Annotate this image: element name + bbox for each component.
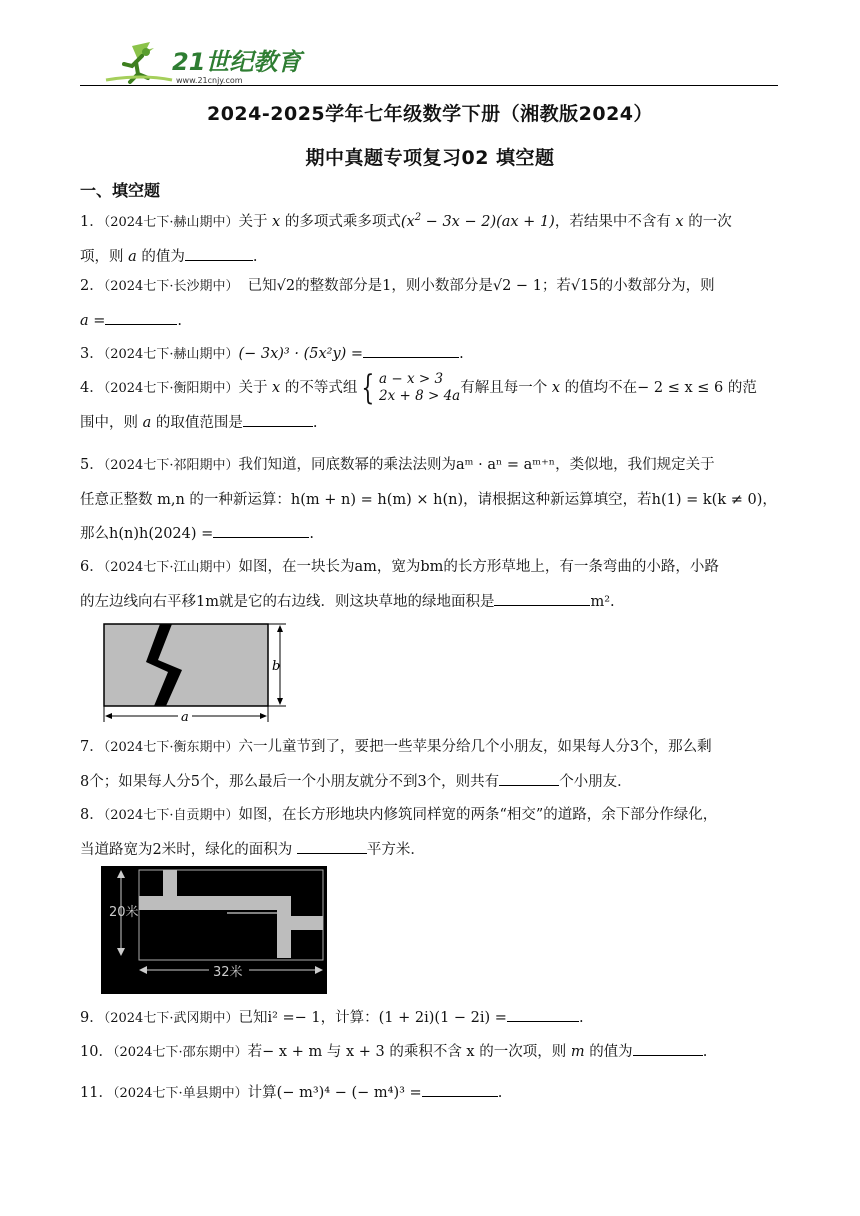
question-11: 11．（2024七下·单县期中）计算(− m³)⁴ − (− m⁴)³ = . — [80, 1076, 780, 1111]
answer-blank[interactable] — [422, 1078, 498, 1097]
question-6: 6．（2024七下·江山期中）如图，在一块长为am，宽为bm的长方形草地上，有一条弯曲的小路，小路 的左边线向右平移1m就是它的右边线．则这块草地的绿地面积是 m². — [80, 559, 719, 610]
answer-blank[interactable] — [185, 242, 253, 261]
question-10: 10．（2024七下·邵东期中）若− x + m 与 x + 3 的乘积不含 x 的一次项，则 m 的值为 . — [80, 1035, 780, 1070]
logo-icon — [102, 40, 352, 86]
answer-blank[interactable] — [633, 1037, 703, 1056]
header-rule — [80, 85, 778, 86]
answer-blank[interactable] — [105, 306, 177, 325]
page-subtitle: 期中真题专项复习02 填空题 — [305, 147, 555, 169]
answer-blank[interactable] — [507, 1003, 579, 1022]
page-header — [80, 38, 778, 88]
answer-blank[interactable] — [243, 408, 313, 427]
question-8: 8．（2024七下·自贡期中）如图，在长方形地块内修筑同样宽的两条“相交”的道路，余下部分作绿化， 当道路宽为2米时，绿化的面积为 平方米． — [80, 807, 718, 858]
answer-blank[interactable] — [297, 835, 367, 854]
answer-blank[interactable] — [363, 339, 459, 358]
question-7: 7．（2024七下·衡东期中）六一儿童节到了，要把一些苹果分给几个小朋友，如果每人分3个，那么剩 8个；如果每人分5个，那么最后一个小朋友就分不到3个，则共有 个小朋友． — [80, 739, 712, 790]
question-5: 5．（2024七下·祁阳期中）我们知道，同底数幂的乘法法则为aᵐ · aⁿ = aᵐ⁺ⁿ，类似地，我们规定关于 任意正整数 m,n 的一种新运算：h(m + n) = h(m) × h(n)，请根据这种新运算填空，若h(1) = k(k ≠ 0)， 那么h(n)h(2024) = . — [80, 457, 777, 542]
question-4: 4．（2024七下·衡阳期中）关于 x 的不等式组 { a − x > 3 2x + 8 > 4a有解且每一个 x 的值均不在− 2 ≤ x ≤ 6 的范 围中，则 a 的取值范围是 . — [80, 368, 757, 431]
page-title: 2024-2025学年七年级数学下册（湘教版2024） — [206, 103, 654, 125]
answer-blank[interactable] — [499, 767, 559, 786]
answer-blank[interactable] — [213, 519, 309, 538]
svg-text:www.21cnjy.com: www.21cnjy.com — [176, 76, 243, 85]
svg-text:a: a — [181, 710, 189, 724]
question-9: 9．（2024七下·武冈期中）已知i² =− 1，计算：(1 + 2i)(1 − 2i) = . — [80, 1001, 780, 1036]
answer-blank[interactable] — [494, 587, 590, 606]
svg-text:b: b — [272, 659, 281, 674]
question-2: 2．（2024七下·长沙期中） 已知√2的整数部分是1，则小数部分是√2 − 1；若√15的小数部分为，则 a = . — [80, 278, 715, 329]
lawn-figure — [100, 620, 290, 724]
svg-text:32米: 32米 — [213, 965, 243, 980]
question-3: 3．（2024七下·赫山期中）(− 3x)³ · (5x²y) = . — [80, 337, 780, 372]
svg-text:20米: 20米 — [109, 905, 139, 920]
question-1: 1．（2024七下·赫山期中）关于 x 的多项式乘多项式$(x^2 - 3x - 2)(ax + 1)$，若结果中不含有 x 的一次 项，则 a 的值为 . — [80, 212, 732, 265]
plot-figure — [101, 866, 327, 994]
section-heading: 一、填空题 — [80, 181, 161, 200]
svg-text:21世纪教育: 21世纪教育 — [172, 48, 302, 76]
